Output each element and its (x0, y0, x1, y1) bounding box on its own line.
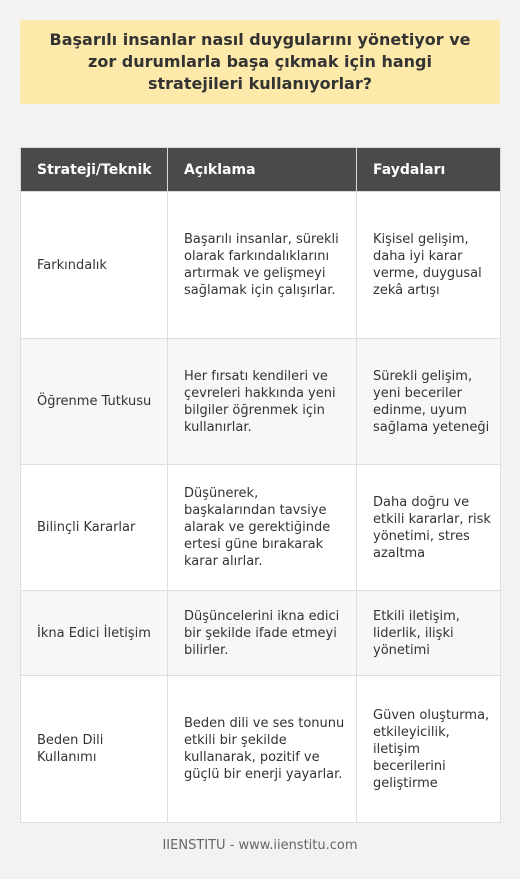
header-description: Açıklama (168, 148, 357, 192)
table-row (21, 676, 501, 823)
title-banner (20, 20, 500, 104)
table-row (21, 591, 501, 676)
cell-strategy: Farkındalık (21, 192, 168, 339)
page-title: Başarılı insanlar nasıl duygularını yönetiyor ve zor durumlarla başa çıkmak için hangi stratejileri kullanıyorlar? (49, 30, 471, 93)
cell-benefits: Kişisel gelişim, daha iyi karar verme, duygusal zekâ artışı (357, 192, 501, 339)
cell-description: Düşüncelerini ikna edici bir şekilde ifade etmeyi bilirler. (168, 591, 357, 676)
cell-description: Düşünerek, başkalarından tavsiye alarak ve gerektiğinde ertesi güne bırakarak karar alırlar. (168, 465, 357, 591)
cell-benefits: Etkili iletişim, liderlik, ilişki yönetimi (357, 591, 501, 676)
cell-description: Her fırsatı kendileri ve çevreleri hakkında yeni bilgiler öğrenmek için kullanırlar. (168, 339, 357, 465)
cell-strategy: İkna Edici İletişim (21, 591, 168, 676)
cell-description: Beden dili ve ses tonunu etkili bir şekilde kullanarak, pozitif ve güçlü bir enerji yayarlar. (168, 676, 357, 823)
cell-benefits: Sürekli gelişim, yeni beceriler edinme, uyum sağlama yeteneği (357, 339, 501, 465)
table-row (21, 465, 501, 591)
header-benefits: Faydaları (357, 148, 501, 192)
footer-credit: IIENSTITU - www.iienstitu.com (162, 838, 358, 853)
cell-strategy: Öğrenme Tutkusu (21, 339, 168, 465)
cell-strategy: Bilinçli Kararlar (21, 465, 168, 591)
cell-strategy: Beden Dili Kullanımı (21, 676, 168, 823)
cell-benefits: Güven oluşturma, etkileyicilik, iletişim becerilerini geliştirme (357, 676, 501, 823)
table-row (21, 192, 501, 339)
header-strategy: Strateji/Teknik (21, 148, 168, 192)
table-header-row (21, 148, 501, 192)
cell-benefits: Daha doğru ve etkili kararlar, risk yönetimi, stres azaltma (357, 465, 501, 591)
table-row (21, 339, 501, 465)
strategy-table (20, 147, 501, 823)
cell-description: Başarılı insanlar, sürekli olarak farkındalıklarını artırmak ve gelişmeyi sağlamak için çalışırlar. (168, 192, 357, 339)
